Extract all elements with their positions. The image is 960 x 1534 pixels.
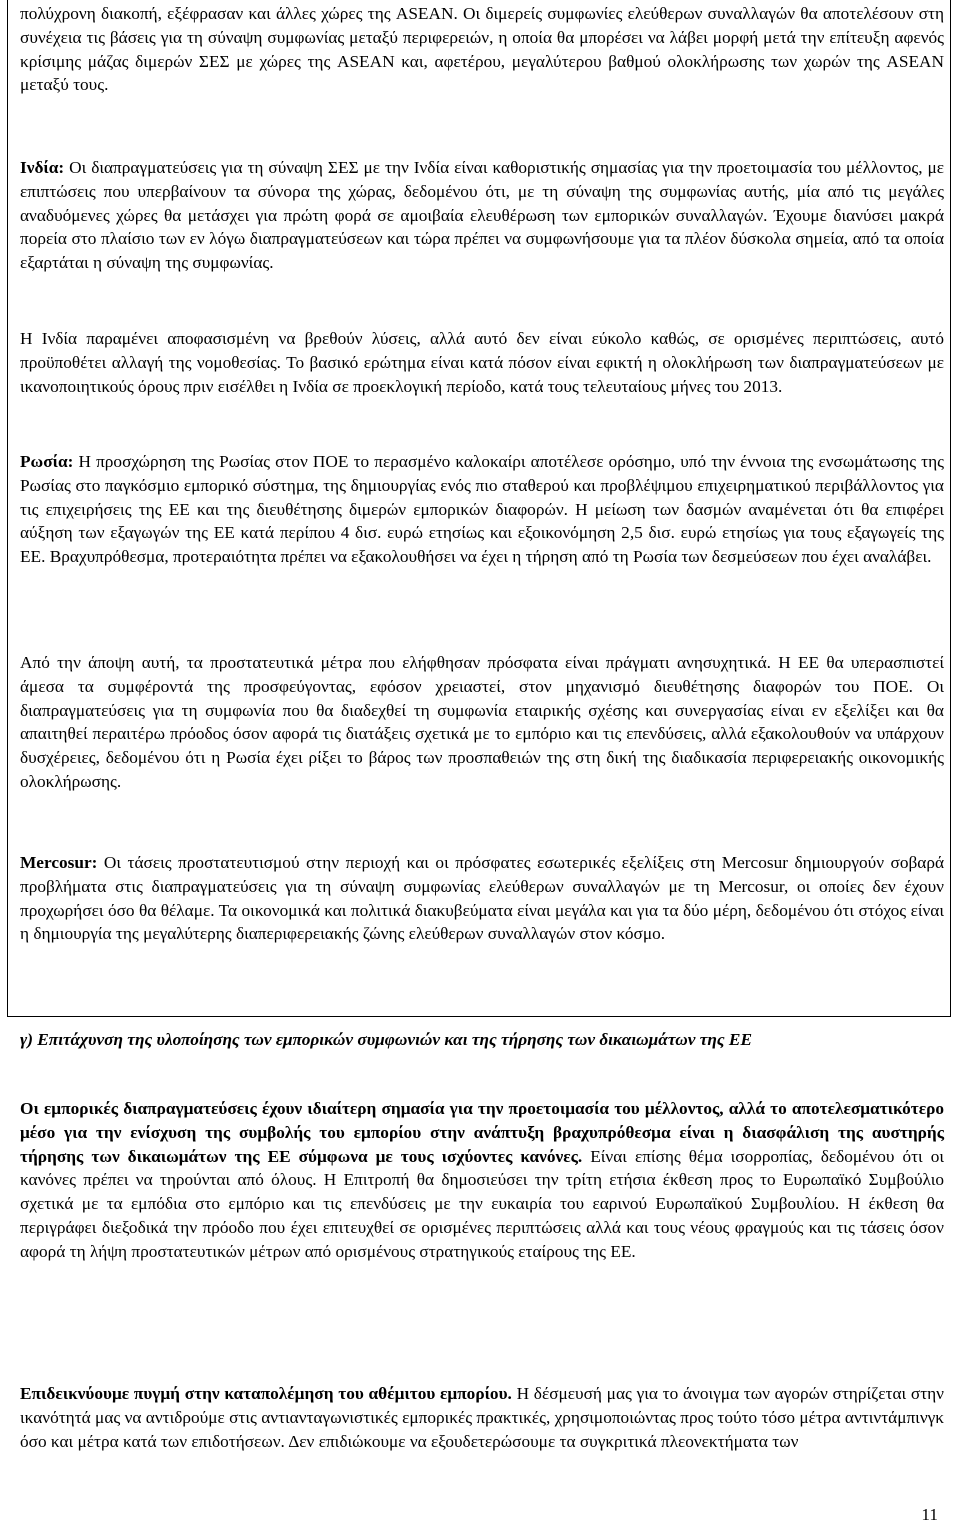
paragraph-asean: πολύχρονη διακοπή, εξέφρασαν και άλλες χώρες της ASEAN. Οι διμερείς συμφωνίες ελεύθερων συναλλαγών θα αποτελέσουν στη συνέχεια τις βάσεις για τη σύναψη συμφωνίας μεταξύ περιφερειών, η οποία θα μπορέσει να λάβει μορφή μετά την επίτευξη αφενός κρίσιμης μάζας διμερών ΣΕΣ με χώρες της ASEAN και, αφετέρου, μεγαλύτερου βαθμού ολοκλήρωσης των χωρών της ASEAN μεταξύ τους. <box>20 4 944 95</box>
russia-label: Ρωσία: <box>20 452 74 471</box>
paragraph-unfair-trade: Επιδεικνύουμε πυγμή στην καταπολέμηση του αθέμιτου εμπορίου. Η δέσμευσή μας για το άνοιγμα των αγορών στηρίζεται στην ικανότητά μας να αντιδρούμε στις αντιανταγωνιστικές εμπορικές πρακτικές, χρησιμοποιώντας προς τούτο τόσο μέτρα αντιντάμπινγκ όσο και μέτρα κατά των επιδοτήσεων. Δεν επιδιώκουμε να εξουδετερώσουμε τα συγκριτικά πλεονεκτήματα των <box>20 1384 944 1451</box>
paragraph-mercosur: Mercosur: Οι τάσεις προστατευτισμού στην περιοχή και οι πρόσφατες εσωτερικές εξελίξεις στη Mercosur δημιουργούν σοβαρά προβλήματα στις διαπραγματεύσεις για τη σύναψη συμφωνίας ελεύθερων συναλλαγών με τη Mercosur, οι οποίες δεν έχουν προχωρήσει όσο θα θέλαμε. Τα οικονομικά και πολιτικά διακυβεύματα είναι μεγάλα και για τα δύο μέρη, δεδομένου ότι στόχος είναι η δημιουργία της μεγαλύτερης διαπεριφερειακής ζώνης ελεύθερων συναλλαγών στον κόσμο. <box>20 853 944 944</box>
india-label: Ινδία: <box>20 158 65 177</box>
paragraph-india-2: Η Ινδία παραμένει αποφασισμένη να βρεθούν λύσεις, αλλά αυτό δεν είναι εύκολο καθώς, σε ορισμένες περιπτώσεις, αυτό προϋποθέτει αλλαγή της νομοθεσίας. Το βασικό ερώτημα είναι κατά πόσον είναι εφικτή η ολοκλήρωση των διαπραγματεύσεων με ικανοποιητικούς όρους πριν εισέλθει η Ινδία σε προεκλογική περίοδο, κατά τους τελευταίους μήνες του 2013. <box>20 329 944 396</box>
mercosur-label: Mercosur: <box>20 853 98 872</box>
section-heading-gamma: γ) Επιτάχυνση της υλοποίησης των εμπορικών συμφωνιών και της τήρησης των δικαιωμάτων της ΕΕ <box>20 1030 752 1049</box>
paragraph-india: Ινδία: Οι διαπραγματεύσεις για τη σύναψη ΣΕΣ με την Ινδία είναι καθοριστικής σημασίας για την προετοιμασία του μέλλοντος, με επιπτώσεις που υπερβαίνουν τα σύνορα της χώρας, δεδομένου ότι, με τη σύναψη της συμφωνίας αυτής, μία από τις μεγάλες αναδυόμενες χώρες θα μετάσχει για πρώτη φορά σε αμοιβαία ελευθέρωση των εμπορικών συναλλαγών. Έχουμε διανύσει μακρά πορεία στο πλαίσιο των εν λόγω διαπραγματεύσεων και τώρα πρέπει να συμφωνήσουμε για τα πλέον δύσκολα σημεία, από τα οποία εξαρτάται η σύναψη της συμφωνίας. <box>20 158 944 273</box>
paragraph-russia-2: Από την άποψη αυτή, τα προστατευτικά μέτρα που ελήφθησαν πρόσφατα είναι πράγματι ανησυχητικά. Η ΕΕ θα υπερασπιστεί άμεσα τα συμφέροντά της προσφεύγοντας, εφόσον χρειαστεί, στον μηχανισμό διευθέτησης διαφορών του ΠΟΕ. Οι διαπραγματεύσεις για τη συμφωνία που θα διαδεχθεί τη συμφωνία εταιρικής σχέσης και συνεργασίας είναι εν εξελίξει και θα απαιτηθεί περαιτέρω πρόοδος όσον αφορά τις διατάξεις σχετικά με το εμπόριο και τις επενδύσεις, αλλά εξακολουθούν να υπάρχουν δυσχέρειες, δεδομένου ότι η Ρωσία έχει ρίξει το βάρος των προσπαθειών της στη δική της διαδικασία περιφερειακής οικονομικής ολοκλήρωσης. <box>20 653 944 791</box>
paragraph-russia: Ρωσία: Η προσχώρηση της Ρωσίας στον ΠΟΕ το περασμένο καλοκαίρι αποτέλεσε ορόσημο, υπό την έννοια της ενσωμάτωσης της Ρωσίας στο παγκόσμιο εμπορικό σύστημα, της δημιουργίας ενός πιο σταθερού και προβλέψιμου επιχειρηματικού περιβάλλοντος για τις επιχειρήσεις της ΕΕ και της διευθέτησης διμερών εμπορικών διαφορών. Η μείωση των δασμών αναμένεται ότι θα επιφέρει αύξηση των εξαγωγών της ΕΕ κατά περίπου 4 δισ. ευρώ ετησίως και εξοικονόμηση 2,5 δισ. ευρώ ετησίως για τους εξαγωγείς της ΕΕ. Βραχυπρόθεσμα, προτεραιότητα πρέπει να εξακολουθήσει να έχει η τήρηση από τη Ρωσία των δεσμεύσεων που έχει αναλάβει. <box>20 452 944 567</box>
paragraph-trade-negotiations: Οι εμπορικές διαπραγματεύσεις έχουν ιδιαίτερη σημασία για την προετοιμασία του μέλλοντος, αλλά το αποτελεσματικότερο μέσο για την ενίσχυση της συμβολής του εμπορίου στην ανάπτυξη βραχυπρόθεσμα είναι η διασφάλιση της αυστηρής τήρησης των δικαιωμάτων της ΕΕ σύμφωνα με τους ισχύοντες κανόνες. Είναι επίσης θέμα ισορροπίας, δεδομένου ότι οι κανόνες πρέπει να τηρούνται από όλους. Η Επιτροπή θα δημοσιεύσει την τρίτη ετήσια έκθεση προς το Ευρωπαϊκό Συμβούλιο σχετικά με τα εμπόδια στο εμπόριο και τις επενδύσεις με την ευκαιρία του εαρινού Ευρωπαϊκού Συμβουλίου. Η έκθεση θα περιγράφει διεξοδικά την πρόοδο που έχει επιτευχθεί σε ορισμένες περιπτώσεις αλλά και τους νέους φραγμούς και τις τάσεις όσον αφορά τη λήψη προστατευτικών μέτρων από ορισμένους στρατηγικούς εταίρους της ΕΕ. <box>20 1099 944 1261</box>
page-number: 11 <box>921 1505 938 1524</box>
